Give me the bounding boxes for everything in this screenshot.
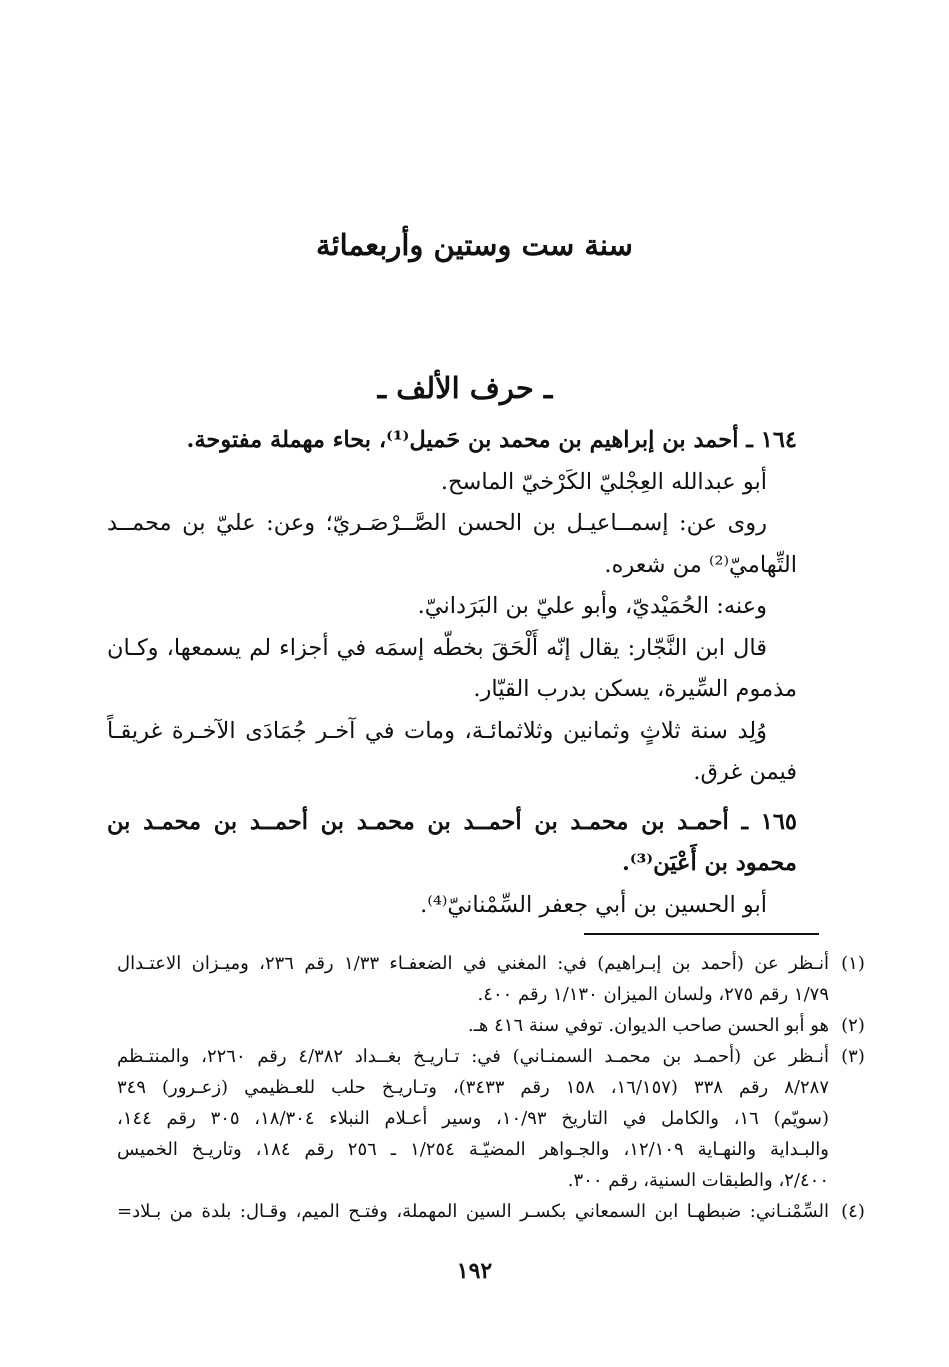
footnote-line: ٢/٤٠٠، والطبقات السنية، رقم ٣٠٠.: [567, 1170, 829, 1191]
footnote-2: [117, 1010, 865, 1041]
footnote-line: ٨/٢٨٧ رقم ٣٣٨ (١٦/١٥٧، ١٥٨ رقم ٣٤٣٣)، وتـاريـخ حلب للعـظيمي (زعـرور) ٣٤٩: [117, 1077, 829, 1098]
section-title: ـ حرف الألف ـ: [377, 371, 553, 405]
footnote-4: [117, 1196, 865, 1227]
footnote-line: هو أبو الحسن صاحب الديوان. توفي سنة ٤١٦ هـ.: [467, 1015, 829, 1036]
footnote-line: ١/٧٩ رقم ٢٧٥، ولسان الميزان ١/١٣٠ رقم ٤٠٠.: [477, 984, 829, 1005]
footnote-divider: [584, 933, 819, 935]
footnote-number: (٢): [841, 1015, 865, 1036]
text-line: وعنه: الحُمَيْديّ، وأبو عليّ بن البَرَدانيّ.: [417, 593, 767, 619]
entry-heading: ١٦٥ ـ أحمـد بن محمـد بن أحمــد بن محمـد بن أحمــد بن محمـد بن: [107, 808, 797, 835]
text-line: أبو عبدالله العِجْليّ الكَرْخيّ الماسح.: [440, 468, 767, 495]
footnote-line: السِّمْنـاني: ضبطهـا ابن السمعاني بكسـر السين المهملة، وفتـح الميم، وقـال: بلدة من بـلاد=: [117, 1201, 829, 1222]
footnote-line: أنـظر عن (أحمـد بن محمـد السمنـاني) في: تـاريـخ بغــداد ٤/٣٨٢ رقم ٢٢٦٠، والمنتـظم: [117, 1046, 829, 1067]
chapter-title: سنة ست وستين وأربعمائة: [316, 228, 633, 262]
footnote-number: (٤): [841, 1201, 865, 1222]
entry-heading: ١٦٤ ـ أحمد بن إبراهيم بن محمد بن حَميل⁽¹⁾، بحاء مهملة مفتوحة.: [186, 427, 797, 453]
footnote-number: (١): [841, 953, 865, 974]
footnote-number: (٣): [841, 1046, 865, 1067]
text-line: روى عن: إسمــاعيـل بن الحسن الصَّــرْصَـريّ؛ وعن: عليّ بن محمــد: [107, 510, 767, 536]
text-line: أبو الحسين بن أبي جعفر السِّمْنانيّ⁽⁴⁾.: [420, 891, 767, 918]
footnote-line: (سويّم) ١٦، والكامل في التاريخ ١٠/٩٣، وسير أعـلام النبلاء ١٨/٣٠٤، ٣٠٥ رقم ١٤٤،: [117, 1108, 829, 1129]
text-line: وُلِد سنة ثلاثٍ وثمانين وثلاثمائـة، ومات في آخـر جُمَادَى الآخـرة غريقـاً: [107, 717, 767, 744]
footnote-3: [117, 1041, 865, 1196]
text-line: فيمن غرق.: [693, 759, 797, 785]
entry-heading: محمود بن أَعْيَن⁽³⁾.: [622, 850, 797, 876]
main-text: [107, 420, 797, 926]
entry-165: [107, 802, 797, 927]
footnotes: [117, 948, 865, 1227]
footnote-1: [117, 948, 865, 1010]
entry-164: [107, 420, 797, 794]
footnote-line: أنـظر عن (أحمد بن إبـراهيم) في: المغني في الضعفـاء ١/٣٣ رقم ٢٣٦، وميـزان الاعتـدال: [117, 953, 829, 974]
page-number: ١٩٢: [456, 1258, 493, 1284]
text-line: قال ابن النَّجّار: يقال إنّه أَلْحَقَ بخطّه إسمَه في أجزاء لم يسمعها، وكـان: [107, 634, 767, 661]
text-line: التِّهاميّ⁽²⁾ من شعره.: [604, 551, 797, 578]
text-line: مذموم السِّيرة، يسكن بدرب القيّار.: [473, 676, 797, 702]
footnote-line: والبـداية والنهـاية ١٢/١٠٩، والجـواهر المضيّـة ١/٢٥٤ ـ ٢٥٦ رقم ١٨٤، وتاريـخ الخميس: [117, 1139, 829, 1160]
